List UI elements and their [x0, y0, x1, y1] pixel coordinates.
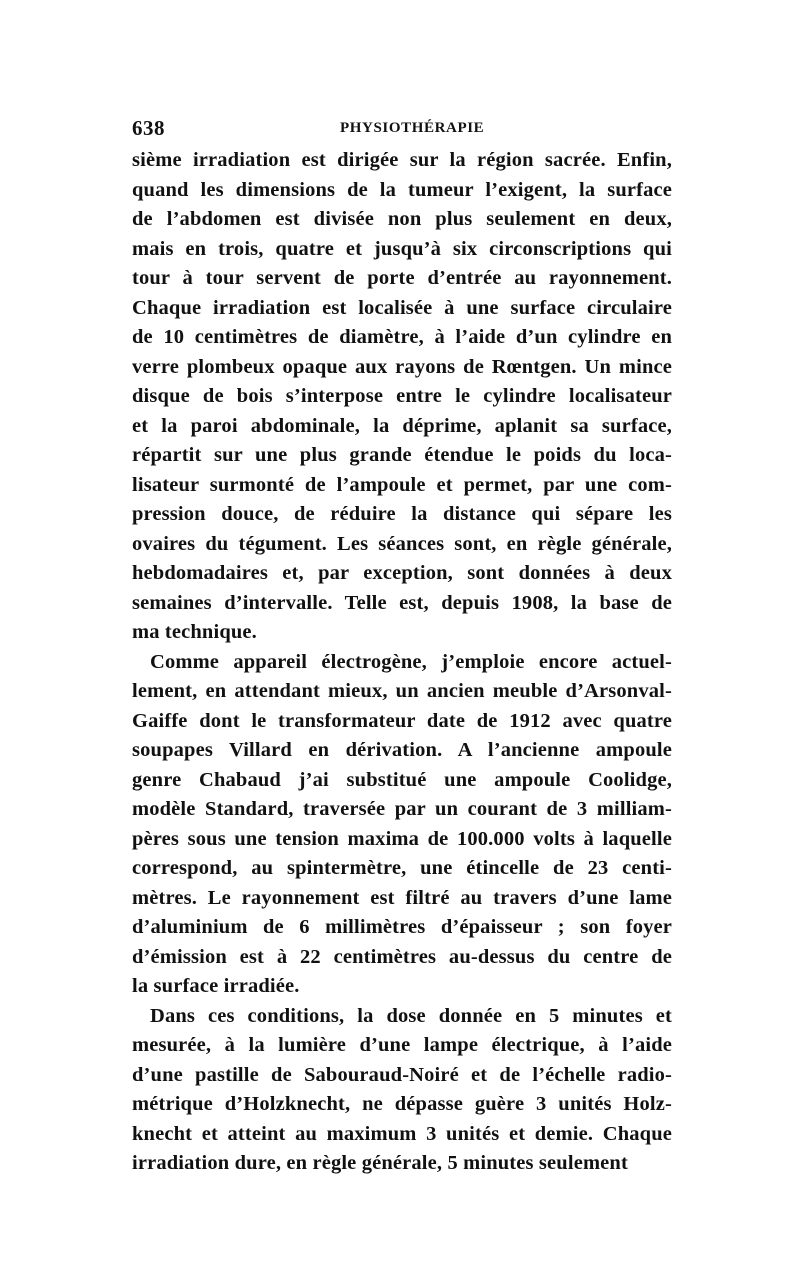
text-line: lisateur surmonté de l’ampoule et permet, par une com-: [132, 473, 672, 496]
text-line: genre Chabaud j’ai substitué une ampoule Coolidge,: [132, 768, 672, 791]
text-line: hebdomadaires et, par exception, sont données à deux: [132, 562, 672, 584]
text-line: knecht et atteint au maximum 3 unités et demie. Chaque: [132, 1122, 672, 1145]
text-line: quand les dimensions de la tumeur l’exigent, la surface: [132, 178, 672, 201]
text-line: sième irradiation est dirigée sur la région sacrée. Enfin,: [132, 149, 672, 171]
text-line: tour à tour servent de porte d’entrée au rayonnement.: [132, 267, 672, 289]
text-line: d’une pastille de Sabouraud-Noiré et de l’échelle radio-: [132, 1063, 672, 1086]
text-line: de 10 centimètres de diamètre, à l’aide d’un cylindre en: [132, 326, 672, 348]
paragraph: [132, 648, 672, 1002]
text-line: Dans ces conditions, la dose donnée en 5 minutes et: [150, 1004, 672, 1027]
text-line: Chaque irradiation est localisée à une surface circulaire: [132, 296, 672, 319]
running-title: PHYSIOTHÉRAPIE: [340, 120, 485, 136]
page-number: 638: [132, 116, 165, 140]
text-line: d’émission est à 22 centimètres au-dessus du centre de: [132, 945, 672, 968]
text-line: Gaiffe dont le transformateur date de 1912 avec quatre: [132, 709, 672, 732]
text-line: irradiation dure, en règle générale, 5 minutes seulement: [132, 1152, 628, 1174]
text-line: Comme appareil électrogène, j’emploie encore actuel-: [150, 650, 672, 673]
text-line: et la paroi abdominale, la déprime, aplanit sa surface,: [132, 414, 672, 437]
text-line: ovaires du tégument. Les séances sont, en règle générale,: [132, 532, 672, 555]
text-line: répartit sur une plus grande étendue le poids du loca-: [132, 444, 672, 466]
text-line: mesurée, à la lumière d’une lampe électrique, à l’aide: [132, 1034, 672, 1056]
text-line: ma technique.: [132, 621, 257, 643]
text-line: lement, en attendant mieux, un ancien meuble d’Arsonval-: [132, 680, 672, 702]
text-line: mètres. Le rayonnement est filtré au travers d’une lame: [132, 886, 672, 909]
text-line: verre plombeux opaque aux rayons de Rœntgen. Un mince: [132, 355, 672, 378]
text-line: la surface irradiée.: [132, 975, 300, 997]
text-line: soupapes Villard en dérivation. A l’ancienne ampoule: [132, 739, 672, 761]
text-line: modèle Standard, traversée par un courant de 3 milliam-: [132, 798, 672, 820]
text-line: correspond, au spintermètre, une étincelle de 23 centi-: [132, 857, 672, 879]
text-line: mais en trois, quatre et jusqu’à six circonscriptions qui: [132, 237, 672, 260]
text-line: semaines d’intervalle. Telle est, depuis 1908, la base de: [132, 591, 672, 614]
text-line: métrique d’Holzknecht, ne dépasse guère 3 unités Holz-: [132, 1093, 672, 1115]
book-page: [132, 104, 672, 1179]
text-line: d’aluminium de 6 millimètres d’épaisseur ; son foyer: [132, 916, 672, 938]
text-line: de l’abdomen est divisée non plus seulement en deux,: [132, 208, 672, 230]
running-header: [132, 104, 672, 144]
text-line: disque de bois s’interpose entre le cylindre localisateur: [132, 385, 672, 407]
text-line: pères sous une tension maxima de 100.000 volts à laquelle: [132, 827, 672, 850]
text-line: pression douce, de réduire la distance qui sépare les: [132, 503, 672, 525]
body-text: [132, 146, 672, 1179]
paragraph: [132, 146, 672, 648]
paragraph: [132, 1002, 672, 1179]
